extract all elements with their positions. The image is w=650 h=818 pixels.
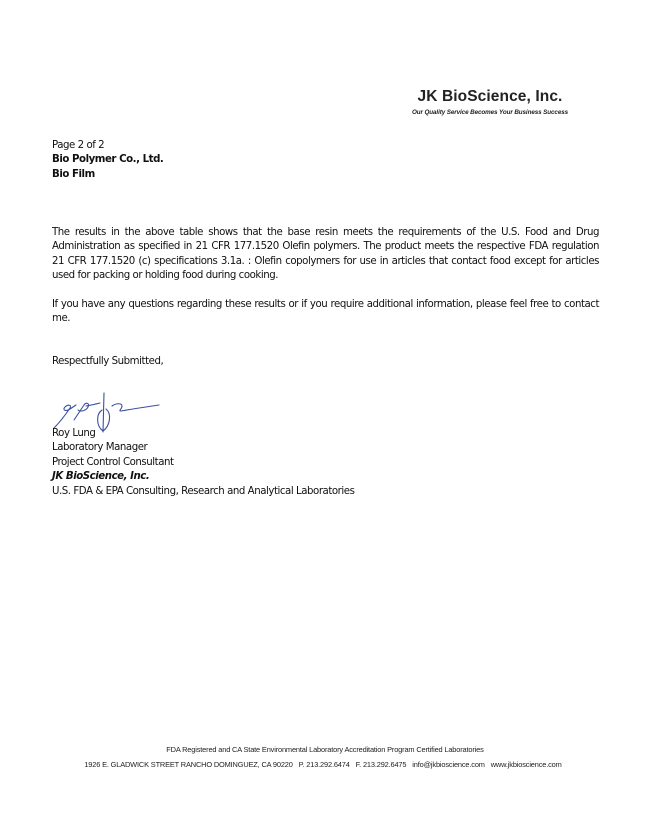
signature-stroke [54,405,76,428]
sample-name: Bio Film [52,168,95,180]
signature-stroke [112,404,159,411]
footer-website[interactable]: www.jkbioscience.com [490,760,562,769]
footer-contact [0,760,650,769]
contact-paragraph: If you have any questions regarding these results or if you require additional information, please feel free to contact me. [52,299,599,325]
signatory-company: JK BioScience, Inc. [52,471,150,483]
signatory-name: Roy Lung [52,428,96,439]
results-paragraph: The results in the above table shows that the base resin meets the requirements of the U.S. Food and Drug Administration as specified in 21 CFR 177.1520 Olefin polymers. The product meets the respective FDA regulation 21 CFR 177.1520 (c) specifications 3.1a. : Olefin copolymers for use in articles that contact food except for articles used for packing or holding food during cooking. [52,227,599,282]
company-name: JK BioScience, Inc. [417,88,563,105]
footer-fax: F. 213.292.6475 [355,760,407,769]
closing-line: Respectfully Submitted, [52,356,164,367]
signature-block [52,427,354,499]
footer-address: 1926 E. GLADWICK STREET RANCHO DOMINGUEZ, CA 90220 [84,760,293,769]
letterhead [380,88,600,116]
footer-email[interactable]: info@jkbioscience.com [412,760,485,769]
company-tagline: Our Quality Service Becomes Your Business Success [411,109,569,116]
document-header [52,139,163,182]
page-number: Page 2 of 2 [52,140,105,151]
company-description: U.S. FDA & EPA Consulting, Research and Analytical Laboratories [52,485,355,497]
footer-accreditation: FDA Registered and CA State Environmental Laboratory Accreditation Program Certified Laboratories [166,745,484,754]
signatory-role: Project Control Consultant [52,456,174,468]
client-name: Bio Polymer Co., Ltd. [52,154,164,166]
signatory-title: Laboratory Manager [52,442,148,454]
footer-phone: P. 213.292.6474 [298,760,350,769]
